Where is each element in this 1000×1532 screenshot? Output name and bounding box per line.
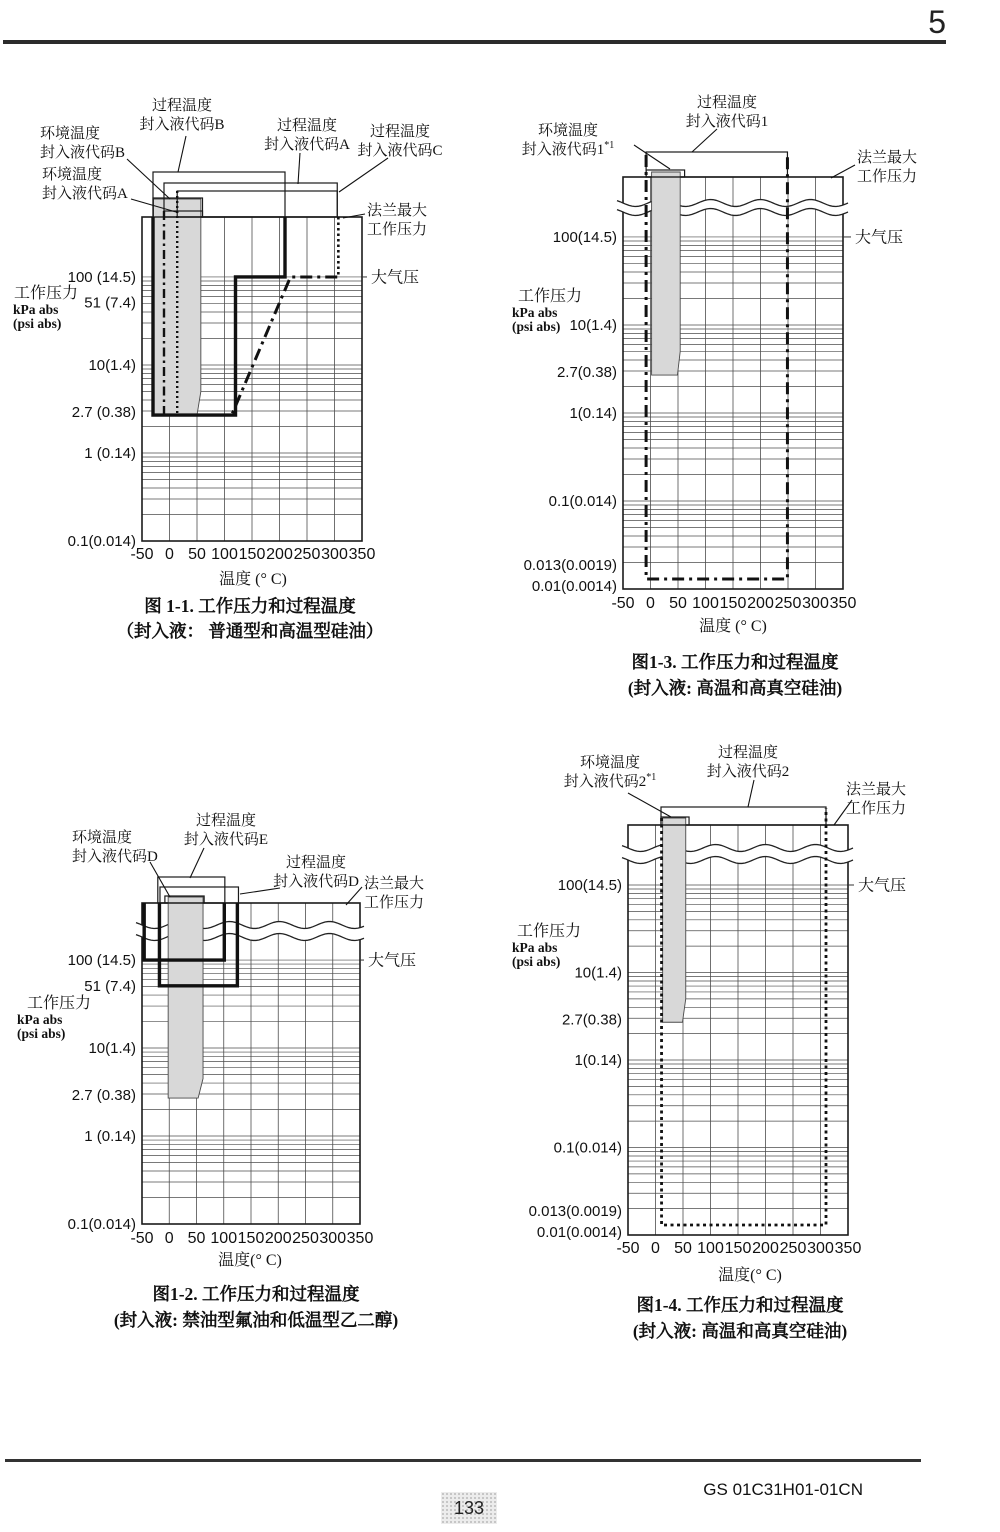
x-tick-label: 50 [188,546,206,563]
label-ambient-temp-code-a: 封入液代码A [42,186,128,202]
x-tick-label: 300 [807,1240,834,1257]
figure-caption-line1: 图1-3. 工作压力和过程温度 [631,652,839,672]
x-axis-title: 温度 (° C) [219,571,287,588]
x-tick-label: -50 [616,1240,640,1257]
y-axis-unit-alt: (psi abs) [512,954,561,969]
label-process-temp-code-a-leader [298,153,300,184]
x-tick-label: 350 [829,595,857,612]
x-tick-label: 200 [264,1230,292,1247]
figure-caption-line1: 图1-2. 工作压力和过程温度 [152,1284,360,1304]
label-process-temp-code-1: 封入液代码1 [685,114,769,130]
label-process-temp-code-c-leader [339,158,388,192]
figure-caption-line2: （封入液： 普通型和高温型硅油） [116,621,384,641]
x-tick-label: 150 [238,546,266,563]
label-process-temp-code-b-leader [178,136,186,172]
x-tick-label: -50 [611,595,635,612]
label-ambient-temp-code-a: 环境温度 [42,167,103,183]
y-tick-label: 0.013(0.0019) [528,1203,622,1221]
label-process-temp-code-b: 封入液代码B [139,117,225,133]
y-tick-label: 100 (14.5) [67,952,136,970]
x-tick-label: 200 [752,1240,779,1257]
y-tick-label: 1 (0.14) [84,1128,136,1146]
label-process-temp-code-1: 过程温度 [696,95,758,111]
y-tick-label: 51 (7.4) [84,977,136,995]
figure-caption-line2: (封入液: 高温和高真空硅油) [632,1321,848,1341]
label-flange-max-pressure: 法兰最大 [367,203,428,219]
x-tick-label: 0 [646,595,655,612]
label-ambient-temp-code-b: 封入液代码B [40,145,126,161]
label-ambient-temp-code-1-leader [634,145,670,169]
label-process-temp-code-d-leader [240,888,280,894]
ambient-temp-band [663,818,686,1022]
label-process-temp-code-b: 过程温度 [151,98,213,114]
x-tick-label: 50 [187,1230,206,1247]
y-axis-title: 工作压力 [14,285,79,302]
y-tick-label: 100(14.5) [557,877,622,895]
code-c-derating-line [232,277,338,415]
x-tick-label: 100 [210,1230,238,1247]
x-tick-label: 300 [319,1230,347,1247]
label-process-temp-code-a: 过程温度 [276,118,338,134]
label-flange-max-pressure: 法兰最大 [364,876,425,892]
code-2-working-range [662,808,826,1225]
footer-doc-number: GS 01C31H01-01CN [703,1480,863,1499]
figure-1-3 [512,93,917,698]
label-flange-max-pressure: 法兰最大 [846,782,907,798]
y-tick-label: 0.1(0.014) [553,1139,622,1157]
x-tick-label: 350 [346,1230,374,1247]
y-axis-title: 工作压力 [518,288,583,305]
ambient-temp-band [652,172,681,375]
x-tick-label: -50 [130,546,154,563]
figure-caption-line1: 图 1-1. 工作压力和过程温度 [144,596,356,616]
y-tick-label: 10(1.4) [569,316,617,334]
label-ambient-temp-code-1: 环境温度 [537,123,599,139]
label-ambient-temp-code-2: 封入液代码2$^{*1}$ [563,772,657,790]
x-tick-label: 100 [211,546,238,563]
label-ambient-temp-code-2-leader [628,793,671,817]
label-process-temp-code-a: 封入液代码A [264,137,350,153]
y-axis-title: 工作压力 [517,923,582,940]
y-tick-label: 0.013(0.0019) [523,556,617,574]
y-tick-label: 2.7(0.38) [556,364,617,382]
footer-rule [5,1459,921,1462]
label-process-temp-code-c: 封入液代码C [357,143,443,159]
label-process-temp-code-2: 过程温度 [717,745,779,761]
label-process-temp-code-c: 过程温度 [369,124,431,140]
y-tick-label: 2.7 (0.38) [71,404,136,422]
x-tick-label: 100 [692,595,719,612]
atmospheric-label: 大气压 [855,229,904,247]
label-ambient-temp-code-b: 环境温度 [40,126,101,142]
x-tick-label: 50 [674,1240,692,1257]
y-tick-label: 0.01(0.0014) [531,578,617,595]
label-flange-max-pressure-leader [831,165,855,178]
ambient-temp-band [168,897,203,1098]
atmospheric-label: 大气压 [368,952,417,970]
y-tick-label: 100 (14.5) [67,268,136,286]
figure-caption-line2: (封入液: 高温和高真空硅油) [627,678,843,698]
scale-break-mask [622,845,853,864]
label-ambient-temp-code-1: 封入液代码1$^{*1}$ [521,140,615,158]
x-tick-label: -50 [130,1230,154,1247]
x-tick-label: 150 [724,1240,752,1257]
figure-caption-line1: 图1-4. 工作压力和过程温度 [636,1295,844,1315]
y-axis-unit-alt: (psi abs) [17,1026,66,1041]
label-ambient-temp-code-2: 环境温度 [579,755,641,771]
x-tick-label: 50 [669,595,687,612]
label-flange-max-pressure: 工作压力 [857,169,918,185]
y-tick-label: 0.01(0.0014) [536,1224,622,1241]
y-tick-label: 1(0.14) [569,404,617,422]
label-process-temp-code-2: 封入液代码2 [706,764,790,780]
y-tick-label: 1(0.14) [574,1052,622,1070]
x-tick-label: 300 [321,546,348,563]
atmospheric-label: 大气压 [371,269,420,287]
y-tick-label: 10(1.4) [88,1040,136,1058]
label-process-temp-code-e-leader [190,848,204,878]
label-process-temp-code-2-leader [748,780,754,807]
label-flange-max-pressure: 工作压力 [367,222,428,238]
atmospheric-label: 大气压 [858,877,907,895]
y-axis-unit: kPa abs [512,940,558,955]
y-axis-unit-alt: (psi abs) [13,316,62,331]
x-tick-label: 250 [779,1240,807,1257]
y-axis-unit: kPa abs [13,302,59,317]
x-tick-label: 250 [292,1230,319,1247]
x-tick-label: 0 [165,546,174,563]
x-tick-label: 200 [747,595,774,612]
y-axis-title: 工作压力 [27,995,92,1012]
label-process-temp-code-e: 过程温度 [195,813,257,829]
x-tick-label: 0 [164,1230,174,1247]
y-axis-unit: kPa abs [512,305,558,320]
label-process-temp-code-e: 封入液代码E [183,832,269,848]
x-tick-label: 250 [774,595,802,612]
label-ambient-temp-code-d: 封入液代码D [72,849,158,865]
y-tick-label: 0.1(0.014) [67,1216,136,1233]
label-process-temp-code-1-leader [692,129,717,152]
x-tick-label: 150 [237,1230,265,1247]
x-tick-label: 200 [266,546,293,563]
footer-page-number: 133 [441,1492,497,1524]
x-tick-label: 100 [697,1240,724,1257]
y-tick-label: 2.7 (0.38) [71,1087,136,1105]
y-tick-label: 0.1(0.014) [67,533,136,550]
figure-1-4 [512,743,906,1341]
y-tick-label: 51 (7.4) [84,294,136,312]
y-tick-label: 100(14.5) [552,228,617,246]
figure-1-2 [17,811,424,1330]
label-process-temp-code-d: 过程温度 [285,855,347,871]
label-flange-max-pressure: 工作压力 [846,801,907,817]
grid [628,825,848,1235]
x-tick-label: 350 [834,1240,862,1257]
figure-caption-line2: (封入液: 禁油型氟油和低温型乙二醇) [113,1310,399,1330]
label-flange-max-pressure: 法兰最大 [857,150,918,166]
y-tick-label: 1 (0.14) [84,444,136,462]
label-process-temp-code-d: 封入液代码D [273,874,359,890]
x-tick-label: 0 [651,1240,660,1257]
x-axis-title: 温度 (° C) [699,618,767,635]
x-tick-label: 150 [719,595,747,612]
y-tick-label: 10(1.4) [574,964,622,982]
y-tick-label: 10(1.4) [88,356,136,374]
x-axis-title: 温度(° C) [718,1267,782,1284]
y-axis-unit: kPa abs [17,1012,63,1027]
label-flange-max-pressure: 工作压力 [364,895,425,911]
x-tick-label: 350 [348,546,376,563]
page-number-top: 5 [928,4,946,40]
y-axis-unit-alt: (psi abs) [512,319,561,334]
x-tick-label: 250 [293,546,321,563]
x-axis-title: 温度(° C) [218,1252,282,1269]
x-tick-label: 300 [802,595,829,612]
label-ambient-temp-code-d: 环境温度 [72,830,133,846]
figure-1-1 [13,96,443,641]
y-tick-label: 2.7(0.38) [561,1011,622,1029]
label-ambient-temp-code-b-leader [127,159,170,199]
y-tick-label: 0.1(0.014) [548,492,617,510]
